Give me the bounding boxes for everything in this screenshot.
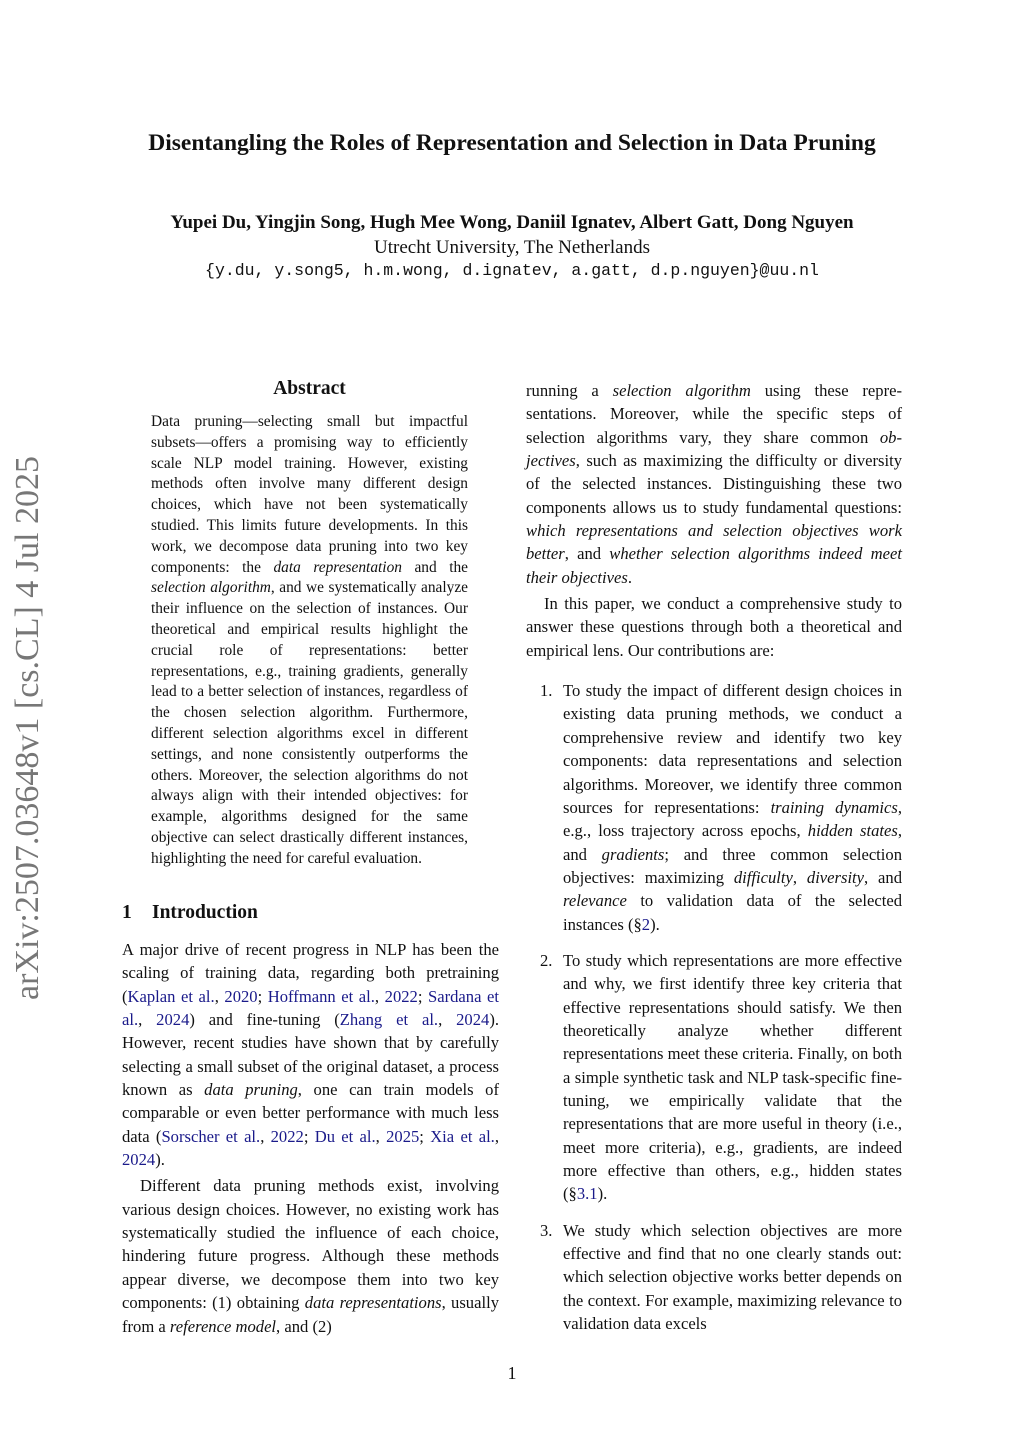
section-number: 1 — [122, 902, 132, 923]
intro-paragraph-1: A major drive of recent progress in NLP has been the scaling of training data, regarding both pretraining (Kaplan et al., 2020; Hoffmann et al., 2022; Sardana et al., 2024) and fine-tuning (Zhang et al., 2024). However, recent studies have shown that by carefully selecting a small subset of the original dataset, a process known as data pruning, one can train models of comparable or even better performance with much less data (Sorscher et al., 2022; Du et al., 2025; Xia et al., 2024). — [122, 940, 500, 1170]
intro-paragraph-2: Different data pruning methods exist, involving various design choices. However, no existing work has systematically studied the influence of each choice, hindering future progress. Although these methods appear diverse, we decompose them into two key components: (1) obtaining data representations, usually from a reference model, and (2) — [122, 1176, 499, 1336]
left-column — [122, 938, 499, 1338]
section-title: Introduction — [152, 902, 258, 923]
paper-title: Disentangling the Roles of Representation and Selection in Data Pruning — [148, 130, 876, 156]
citation-link[interactable]: Sorscher et al. — [161, 1126, 261, 1146]
affiliation: Utrecht University, The Netherlands — [374, 237, 650, 258]
citation-link[interactable]: Xia et al. — [430, 1126, 495, 1146]
section-ref-link[interactable]: 2 — [641, 914, 651, 934]
contributions-list — [526, 679, 902, 1335]
abstract-heading: Abstract — [273, 378, 346, 399]
list-item: 1. To study the impact of different design choices in existing data pruning methods, we conduct a comprehensive review and identify two key components: data representations and selection algorithms. Moreover, we identify three common sources for representations: training dynamics, e.g., loss trajectory across epochs, hidden states, and gradients; and three common selection objectives: maximizing difficulty, diversity, and relevance to validation data of the selected instances (§2). — [540, 681, 902, 934]
arxiv-identifier: arXiv:2507.03648v1 [cs.CL] 4 Jul 2025 — [9, 456, 46, 1000]
citation-link[interactable]: Hoffmann et al. — [267, 986, 375, 1006]
intro-paragraph-4: In this paper, we conduct a comprehensive study to answer these questions through both a theoretical and empirical lens. Our contributions are: — [526, 594, 902, 660]
author-emails: {y.du, y.song5, h.m.wong, d.ignatev, a.gatt, d.p.nguyen}@uu.nl — [205, 261, 819, 280]
right-column — [526, 379, 902, 1348]
citation-link[interactable]: 2020 — [224, 986, 258, 1006]
citation-link[interactable]: Du et al. — [314, 1126, 376, 1146]
intro-paragraph-3: running a selection algorithm using these representations. Moreover, while the specific steps of selection algorithms vary, they share common objectives, such as maximizing the difficulty or diversity of the selected instances. Distinguishing these two components allows us to study fundamental questions: which representations and selection objectives work better, and whether selection algorithms indeed meet their objectives. — [526, 381, 902, 587]
citation-link[interactable]: 2024 — [122, 1150, 156, 1170]
list-item: 2. To study which representations are more effective and why, we first identify three key criteria that effective representations should satisfy. We then theoretically analyze whether different representations meet these criteria. Finally, on both a simple synthetic task and NLP task-specific fine-tuning, we empirically validate that the representations that are more useful in theory (i.e., meet more criteria), e.g., gradients, are indeed more effective than others, e.g., hidden states (§3.1). — [540, 950, 902, 1204]
page-number: 1 — [507, 1363, 517, 1383]
citation-link[interactable]: 2024 — [456, 1010, 490, 1030]
citation-link[interactable]: Kaplan et al. — [127, 986, 215, 1006]
citation-link[interactable]: Zhang et al. — [339, 1010, 439, 1030]
abstract-body: Data pruning—selecting small but impactful subsets—offers a promising way to efficiently scale NLP model training. However, existing methods often involve many different design choices, which have not been systematically studied. This limits future developments. In this work, we decompose data pruning into two key components: the data representation and the selection algorithm, and we systematically analyze their influence on the selection of instances. Our theoretical and empirical results highlight the crucial role of representations: better representations, e.g., training gradients, generally lead to a better selection of instances, regardless of the chosen selection algorithm. Furthermore, different selection algorithms excel in different settings, and none consistently outperforms the others. Moreover, the selection algorithms do not always align with their intended objectives: for example, algorithms designed for the same objective can select drastically different instances, highlighting the need for careful evaluation. — [151, 413, 468, 867]
section-heading-introduction — [122, 902, 258, 924]
citation-link[interactable]: 2022 — [270, 1126, 304, 1146]
citation-link[interactable]: 2024 — [156, 1010, 190, 1030]
citation-link[interactable]: 2025 — [386, 1126, 420, 1146]
citation-link[interactable]: Sardana et al. — [122, 986, 500, 1030]
section-ref-link[interactable]: 3.1 — [576, 1184, 598, 1204]
author-list: Yupei Du, Yingjin Song, Hugh Mee Wong, Daniil Ignatev, Albert Gatt, Dong Nguyen — [170, 212, 854, 233]
citation-link[interactable]: 2022 — [384, 986, 418, 1006]
list-item: 3. We study which selection objectives are more effective and find that no one clearly stands out: which selection objective works better depends on the context. For example, maximizing relevance to validation data excels — [540, 1220, 902, 1334]
